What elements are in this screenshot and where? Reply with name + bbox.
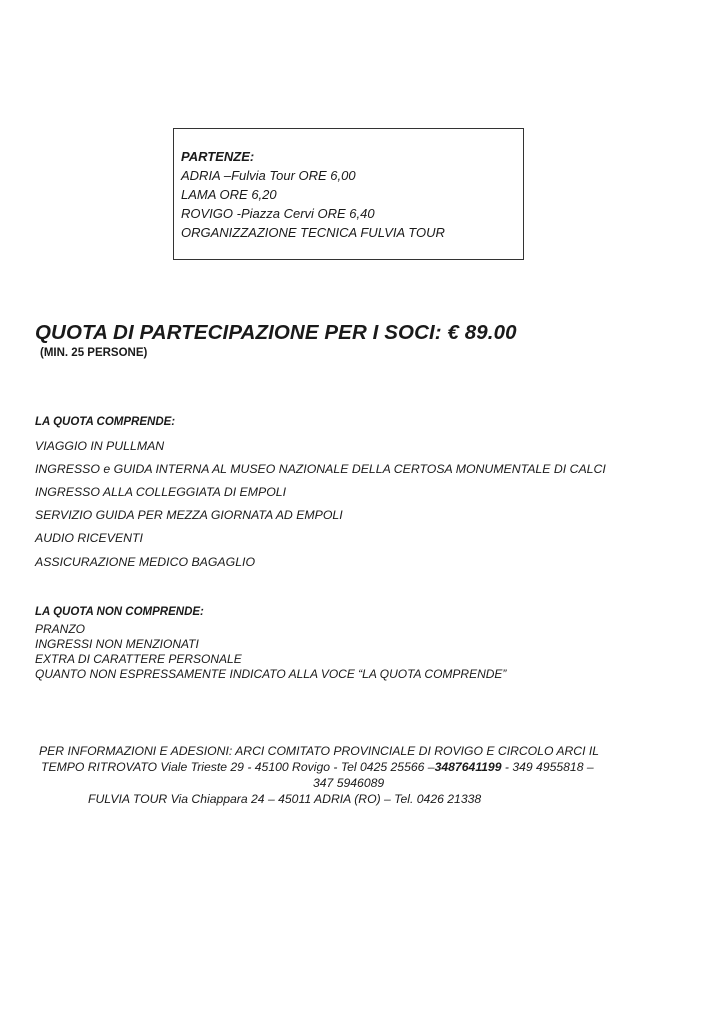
included-item: INGRESSO e GUIDA INTERNA AL MUSEO NAZIONALE DELLA CERTOSA MONUMENTALE DI CALCI <box>35 462 606 476</box>
departures-heading: PARTENZE: <box>181 149 255 164</box>
price-title: QUOTA DI PARTECIPAZIONE PER I SOCI: € 89.00 <box>35 321 517 344</box>
excluded-heading: LA QUOTA NON COMPRENDE: <box>35 606 204 618</box>
contact-line-2 <box>41 760 594 774</box>
excluded-item: PRANZO <box>35 622 86 636</box>
departures-box <box>173 128 524 260</box>
contact-mobile-bold: 3487641199 <box>434 760 502 774</box>
departure-line: LAMA ORE 6,20 <box>181 187 277 202</box>
included-item: AUDIO RICEVENTI <box>35 531 143 545</box>
included-item: INGRESSO ALLA COLLEGGIATA DI EMPOLI <box>35 485 287 499</box>
price-minimum: (MIN. 25 PERSONE) <box>40 347 148 359</box>
contact-phones-more: - 349 4955818 – <box>501 760 594 774</box>
contact-line-1: PER INFORMAZIONI E ADESIONI: ARCI COMITATO PROVINCIALE DI ROVIGO E CIRCOLO ARCI IL <box>39 744 600 758</box>
departure-line: ROVIGO -Piazza Cervi ORE 6,40 <box>181 206 375 221</box>
included-item: VIAGGIO IN PULLMAN <box>35 439 165 453</box>
included-item: SERVIZIO GUIDA PER MEZZA GIORNATA AD EMPOLI <box>35 508 343 522</box>
contact-line-4: FULVIA TOUR Via Chiappara 24 – 45011 ADRIA (RO) – Tel. 0426 21338 <box>88 792 482 806</box>
excluded-item: INGRESSI NON MENZIONATI <box>35 637 199 651</box>
included-heading: LA QUOTA COMPRENDE: <box>35 416 176 428</box>
excluded-item: EXTRA DI CARATTERE PERSONALE <box>35 652 242 666</box>
excluded-item: QUANTO NON ESPRESSAMENTE INDICATO ALLA VOCE “LA QUOTA COMPRENDE” <box>35 667 507 681</box>
contact-line-3: 347 5946089 <box>313 776 385 790</box>
organizer-line: ORGANIZZAZIONE TECNICA FULVIA TOUR <box>181 225 445 240</box>
included-item: ASSICURAZIONE MEDICO BAGAGLIO <box>35 555 256 569</box>
departure-line: ADRIA –Fulvia Tour ORE 6,00 <box>181 168 356 183</box>
contact-phones: TEMPO RITROVATO Viale Trieste 29 - 45100 Rovigo - Tel 0425 25566 – <box>41 760 435 774</box>
